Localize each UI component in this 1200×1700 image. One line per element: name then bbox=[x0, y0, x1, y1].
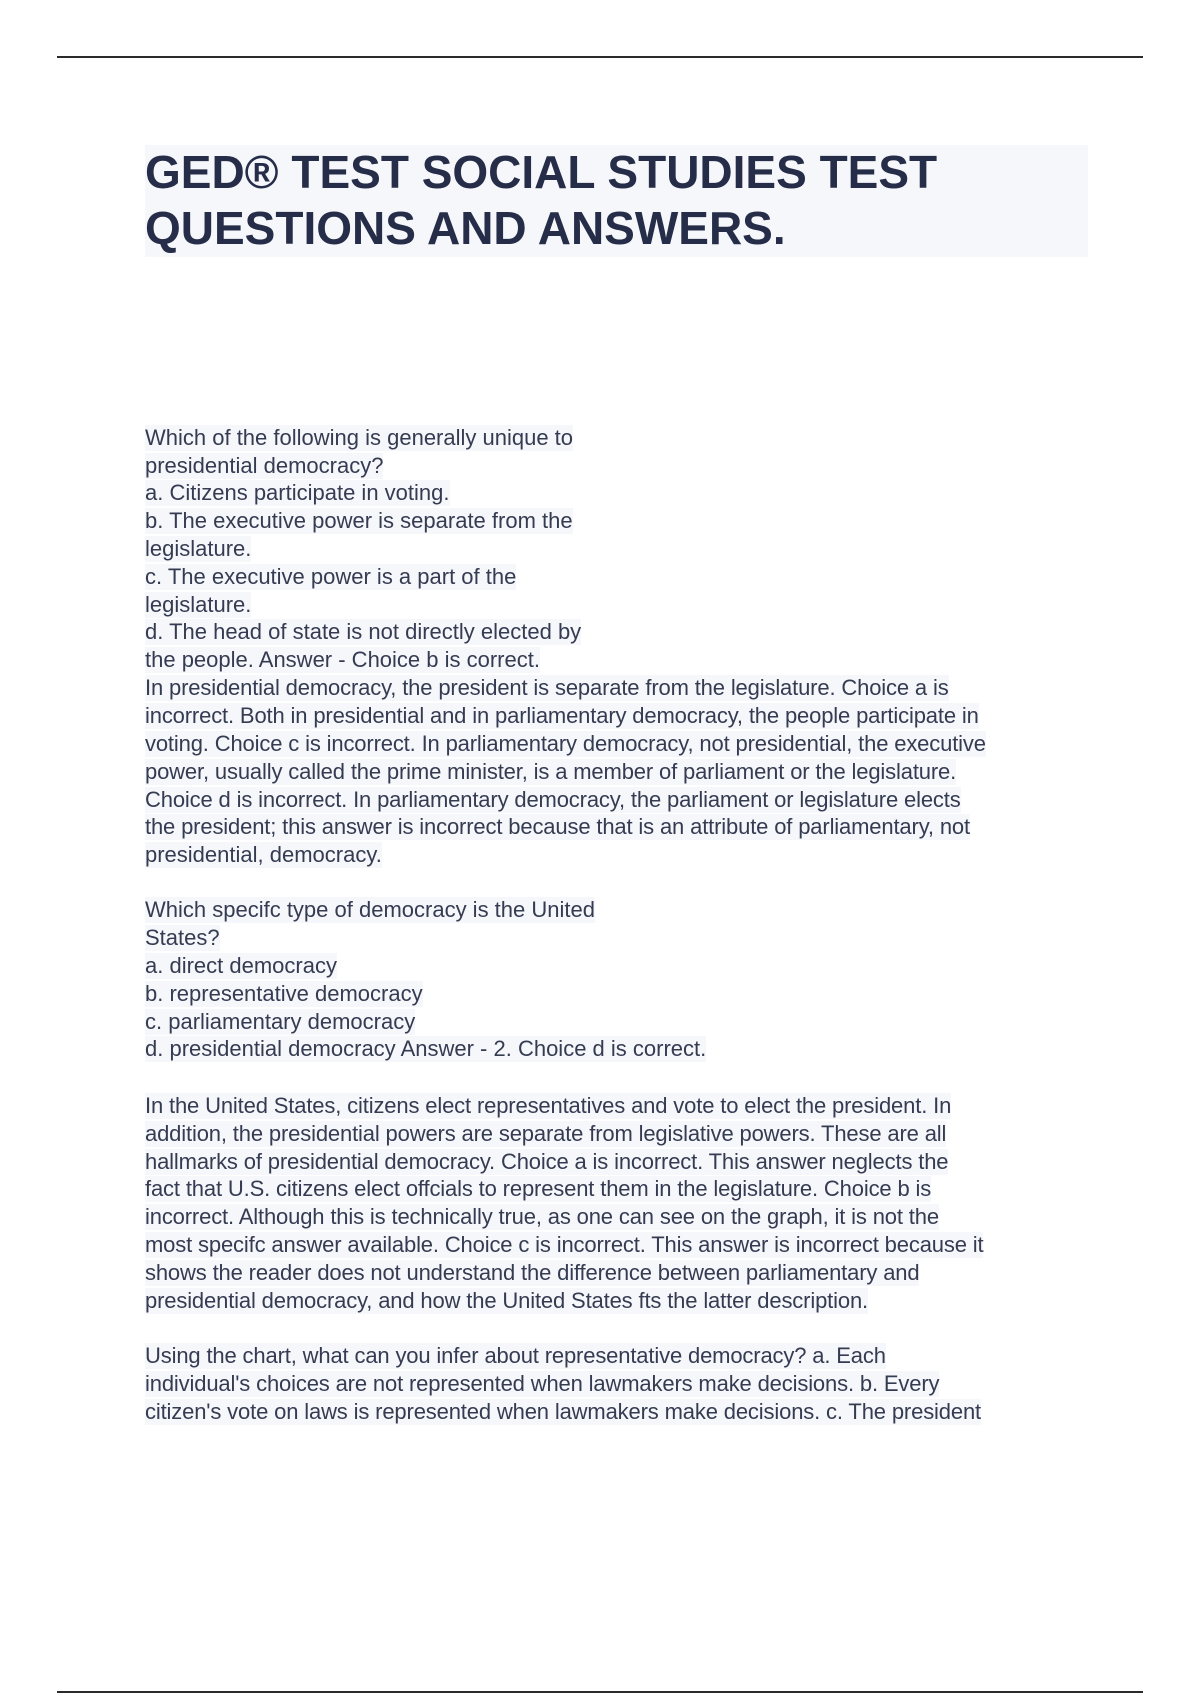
question1-line: In presidential democracy, the president is separate from the legislature. Choice a is bbox=[145, 675, 949, 700]
title-line: QUESTIONS AND ANSWERS. bbox=[145, 202, 786, 254]
question2-line: a. direct democracy bbox=[145, 953, 337, 978]
document-title bbox=[145, 145, 1088, 257]
question1-line: a. Citizens participate in voting. bbox=[145, 480, 450, 505]
question2-explanation-line: presidential democracy, and how the United States fts the latter description. bbox=[145, 1288, 868, 1313]
question1-line: Which of the following is generally unique to bbox=[145, 425, 574, 450]
question3-line: individual's choices are not represented when lawmakers make decisions. b. Every bbox=[145, 1371, 940, 1396]
title-line: GED® TEST SOCIAL STUDIES TEST bbox=[145, 146, 938, 198]
question1-line: Choice d is incorrect. In parliamentary democracy, the parliament or legislature elects bbox=[145, 787, 961, 812]
question1-line: legislature. bbox=[145, 592, 252, 617]
question2-explanation-line: hallmarks of presidential democracy. Choice a is incorrect. This answer neglects the bbox=[145, 1149, 949, 1174]
question3-line: Using the chart, what can you infer about representative democracy? a. Each bbox=[145, 1343, 886, 1368]
question1-line: voting. Choice c is incorrect. In parliamentary democracy, not presidential, the executive bbox=[145, 731, 986, 756]
question1-line: the president; this answer is incorrect because that is an attribute of parliamentary, not bbox=[145, 814, 970, 839]
question2-line: d. presidential democracy Answer - 2. Choice d is correct. bbox=[145, 1036, 707, 1061]
question2-explanation-line: fact that U.S. citizens elect offcials to represent them in the legislature. Choice b is bbox=[145, 1176, 932, 1201]
question1-line: incorrect. Both in presidential and in parliamentary democracy, the people participate in bbox=[145, 703, 979, 728]
bottom-rule bbox=[57, 1691, 1143, 1693]
question1-line: presidential democracy? bbox=[145, 453, 384, 478]
question1-line: presidential, democracy. bbox=[145, 842, 382, 867]
question2-explanation-line: shows the reader does not understand the difference between parliamentary and bbox=[145, 1260, 920, 1285]
question1-line: c. The executive power is a part of the bbox=[145, 564, 517, 589]
question2-line: b. representative democracy bbox=[145, 981, 423, 1006]
question1-line: legislature. bbox=[145, 536, 252, 561]
question2-explanation-line: In the United States, citizens elect representatives and vote to elect the president. In bbox=[145, 1093, 952, 1118]
question2-line: c. parliamentary democracy bbox=[145, 1009, 416, 1034]
question1-line: power, usually called the prime minister, is a member of parliament or the legislature. bbox=[145, 759, 957, 784]
question2-line: Which specifc type of democracy is the United bbox=[145, 897, 595, 922]
question2-explanation-line: most specifc answer available. Choice c is incorrect. This answer is incorrect because it bbox=[145, 1232, 984, 1257]
top-rule bbox=[57, 56, 1143, 58]
question2-explanation-line: addition, the presidential powers are separate from legislative powers. These are all bbox=[145, 1121, 947, 1146]
question2-line: States? bbox=[145, 925, 220, 950]
question1-line: b. The executive power is separate from the bbox=[145, 508, 573, 533]
question1-line: the people. Answer - Choice b is correct. bbox=[145, 647, 540, 672]
question2-explanation-line: incorrect. Although this is technically true, as one can see on the graph, it is not the bbox=[145, 1204, 939, 1229]
question1-line: d. The head of state is not directly elected by bbox=[145, 619, 582, 644]
question3-line: citizen's vote on laws is represented when lawmakers make decisions. c. The president bbox=[145, 1399, 982, 1424]
